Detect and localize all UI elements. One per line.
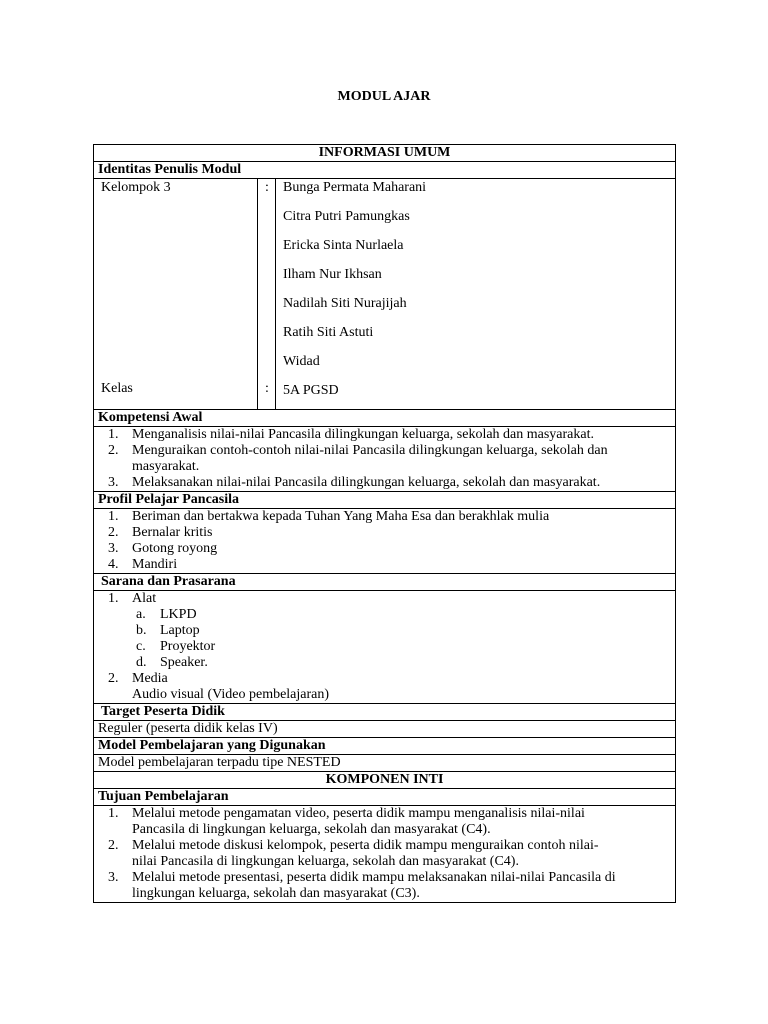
tujuan-list [98, 806, 671, 902]
media-detail: Audio visual (Video pembelajaran) [132, 687, 330, 702]
list-item: 2. Menguraikan contoh-contoh nilai-nilai Pancasila dilingkungan keluarga, sekolah dan masyarakat. [108, 443, 608, 474]
identitas-labels [94, 179, 258, 409]
list-item: 3. Melalui metode presentasi, peserta didik mampu melaksanakan nilai-nilai Pancasila di lingkungan keluarga, sekolah dan masyarakat (C3). [108, 870, 616, 901]
model-heading: Model Pembelajaran yang Digunakan [94, 738, 676, 755]
list-item: d. Speaker. [136, 655, 208, 670]
profil-pelajar-list-cell [94, 509, 676, 574]
kompetensi-awal-list [98, 427, 671, 491]
kompetensi-awal-heading: Kompetensi Awal [94, 410, 676, 427]
profil-pelajar-heading: Profil Pelajar Pancasila [94, 492, 676, 509]
list-item: 1. Menganalisis nilai-nilai Pancasila dilingkungan keluarga, sekolah dan masyarakat. [108, 427, 594, 442]
list-item: b. Laptop [136, 623, 200, 638]
list-item: a. LKPD [136, 607, 197, 622]
list-item: 2. Media [108, 671, 168, 686]
kelompok-label: Kelompok 3 [101, 180, 171, 195]
sarana-list [98, 591, 671, 607]
list-item: 2. Melalui metode diskusi kelompok, peserta didik mampu menguraikan contoh nilai- nilai Pancasila di lingkungan keluarga, sekolah dan masyarakat (C4). [108, 838, 599, 869]
member-name: Citra Putri Pamungkas [283, 209, 410, 224]
sarana-list-cell [94, 591, 676, 704]
identitas-heading: Identitas Penulis Modul [94, 162, 676, 179]
profil-pelajar-list [98, 509, 671, 573]
member-name: Ericka Sinta Nurlaela [283, 238, 404, 253]
list-item: 3. Melaksanakan nilai-nilai Pancasila dilingkungan keluarga, sekolah dan masyarakat. [108, 475, 601, 490]
model-value: Model pembelajaran terpadu tipe NESTED [94, 755, 676, 772]
list-item: 4. Mandiri [108, 557, 178, 572]
member-name: Bunga Permata Maharani [283, 180, 427, 195]
informasi-umum-heading: INFORMASI UMUM [94, 145, 676, 162]
list-item: 2. Bernalar kritis [108, 525, 213, 540]
sarana-list-continued [98, 671, 671, 687]
list-item: c. Proyektor [136, 639, 216, 654]
sarana-heading: Sarana dan Prasarana [94, 574, 676, 591]
komponen-inti-heading: KOMPONEN INTI [94, 772, 676, 789]
list-item: 1. Beriman dan bertakwa kepada Tuhan Yang Maha Esa dan berakhlak mulia [108, 509, 550, 524]
kelas-colon: : [265, 381, 269, 396]
identitas-colons [258, 179, 276, 409]
alat-list [98, 607, 671, 671]
target-heading: Target Peserta Didik [94, 704, 676, 721]
member-name: Nadilah Siti Nurajijah [283, 296, 407, 311]
tujuan-heading: Tujuan Pembelajaran [94, 789, 676, 806]
list-item: 1. Alat [108, 591, 157, 606]
kompetensi-awal-list-cell [94, 427, 676, 492]
identitas-values [276, 179, 675, 409]
member-name: Ratih Siti Astuti [283, 325, 374, 340]
document-title: MODUL AJAR [337, 89, 431, 104]
kelas-label: Kelas [101, 381, 133, 396]
target-value: Reguler (peserta didik kelas IV) [94, 721, 676, 738]
kelompok-colon: : [265, 180, 269, 195]
member-name: Ilham Nur Ikhsan [283, 267, 382, 282]
module-table [93, 144, 676, 903]
tujuan-list-cell [94, 806, 676, 903]
member-name: Widad [283, 354, 320, 369]
list-item: 1. Melalui metode pengamatan video, peserta didik mampu menganalisis nilai-nilai Pancasila di lingkungan keluarga, sekolah dan masyarakat (C4). [108, 806, 585, 837]
list-item: 3. Gotong royong [108, 541, 218, 556]
kelas-value: 5A PGSD [283, 383, 339, 398]
identitas-cell [94, 179, 676, 410]
